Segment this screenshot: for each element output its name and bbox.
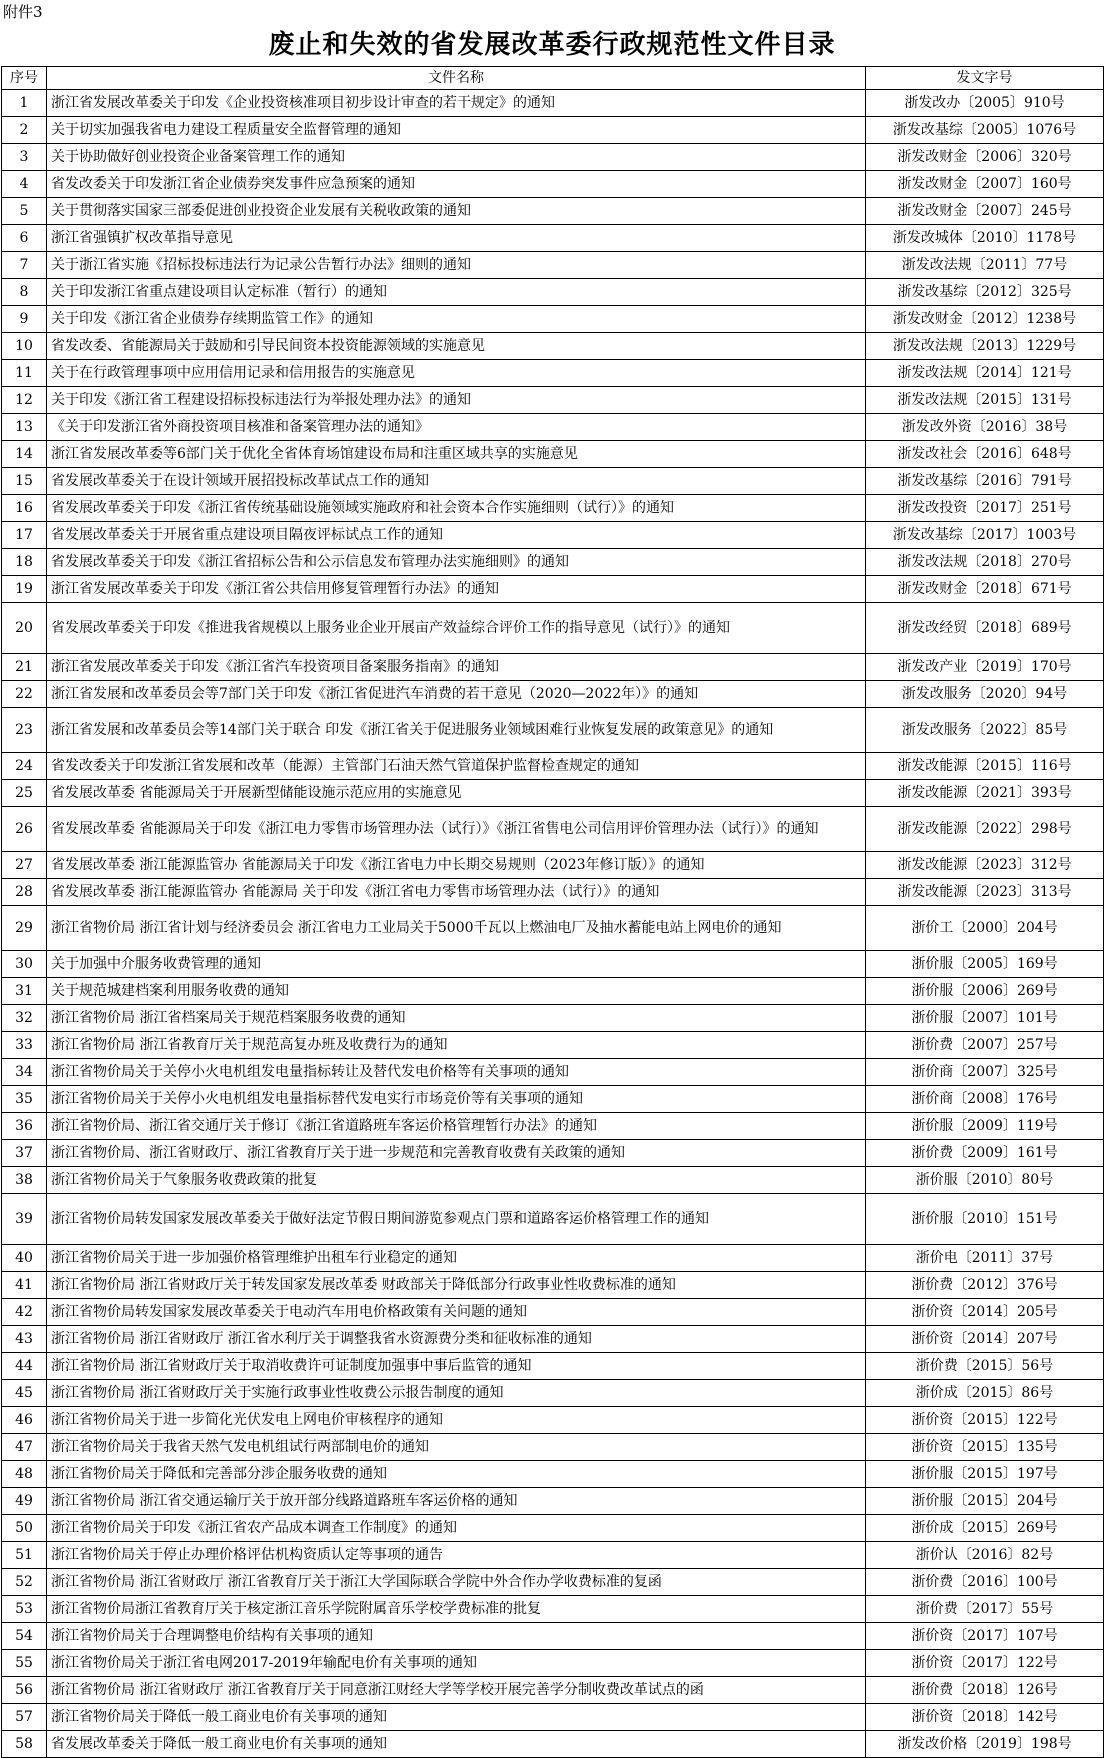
- table-row: [2, 1113, 1104, 1140]
- document-name: 浙江省物价局关于印发《浙江省农产品成本调查工作制度》的通知: [47, 1515, 866, 1542]
- table-row: [2, 1005, 1104, 1032]
- row-number: 13: [2, 414, 47, 441]
- row-number: 36: [2, 1113, 47, 1140]
- table-row: [2, 1326, 1104, 1353]
- row-number: 8: [2, 279, 47, 306]
- row-number: 52: [2, 1569, 47, 1596]
- document-code: 浙发改能源〔2022〕298号: [866, 807, 1104, 852]
- row-number: 19: [2, 576, 47, 603]
- row-number: 45: [2, 1380, 47, 1407]
- table-row: [2, 1677, 1104, 1704]
- document-code: 浙价服〔2009〕119号: [866, 1113, 1104, 1140]
- document-name: 关于切实加强我省电力建设工程质量安全监督管理的通知: [47, 117, 866, 144]
- row-number: 28: [2, 879, 47, 906]
- table-row: [2, 603, 1104, 654]
- row-number: 1: [2, 90, 47, 117]
- document-code: 浙价费〔2007〕257号: [866, 1032, 1104, 1059]
- table-row: [2, 1272, 1104, 1299]
- table-row: [2, 1515, 1104, 1542]
- table-row: [2, 279, 1104, 306]
- row-number: 38: [2, 1167, 47, 1194]
- column-header-document-code: 发文字号: [866, 67, 1104, 90]
- row-number: 30: [2, 951, 47, 978]
- column-header-number: 序号: [2, 67, 47, 90]
- table-row: [2, 1140, 1104, 1167]
- document-code: 浙价资〔2014〕205号: [866, 1299, 1104, 1326]
- table-row: [2, 753, 1104, 780]
- table-row: [2, 171, 1104, 198]
- document-code: 浙发改投资〔2017〕251号: [866, 495, 1104, 522]
- document-name: 关于印发《浙江省工程建设招标投标违法行为举报处理办法》的通知: [47, 387, 866, 414]
- document-code: 浙发改财金〔2007〕245号: [866, 198, 1104, 225]
- document-code: 浙价服〔2010〕80号: [866, 1167, 1104, 1194]
- document-name: 省发展改革委 省能源局关于印发《浙江电力零售市场管理办法（试行）》《浙江省售电公司信用评价管理办法（试行）》的通知: [47, 807, 866, 852]
- document-name: 省发展改革委关于开展省重点建设项目隔夜评标试点工作的通知: [47, 522, 866, 549]
- row-number: 15: [2, 468, 47, 495]
- document-code: 浙价认〔2016〕82号: [866, 1542, 1104, 1569]
- row-number: 39: [2, 1194, 47, 1245]
- table-row: [2, 1731, 1104, 1758]
- row-number: 21: [2, 654, 47, 681]
- table-row: [2, 333, 1104, 360]
- document-code: 浙发改产业〔2019〕170号: [866, 654, 1104, 681]
- table-row: [2, 951, 1104, 978]
- document-code: 浙发改法规〔2015〕131号: [866, 387, 1104, 414]
- document-code: 浙价服〔2015〕197号: [866, 1461, 1104, 1488]
- table-row: [2, 1623, 1104, 1650]
- document-name: 省发展改革委关于印发《浙江省招标公告和公示信息发布管理办法实施细则》的通知: [47, 549, 866, 576]
- document-name: 浙江省物价局关于降低和完善部分涉企服务收费的通知: [47, 1461, 866, 1488]
- row-number: 37: [2, 1140, 47, 1167]
- row-number: 17: [2, 522, 47, 549]
- document-code: 浙发改能源〔2023〕312号: [866, 852, 1104, 879]
- document-code: 浙价商〔2008〕176号: [866, 1086, 1104, 1113]
- table-row: [2, 576, 1104, 603]
- document-code: 浙发改服务〔2020〕94号: [866, 681, 1104, 708]
- document-code: 浙发改基综〔2012〕325号: [866, 279, 1104, 306]
- document-code: 浙发改基综〔2005〕1076号: [866, 117, 1104, 144]
- document-table: [1, 66, 1104, 1758]
- document-name: 省发展改革委关于印发《浙江省传统基础设施领域实施政府和社会资本合作实施细则（试行）》的通知: [47, 495, 866, 522]
- row-number: 49: [2, 1488, 47, 1515]
- document-name: 关于加强中介服务收费管理的通知: [47, 951, 866, 978]
- document-name: 浙江省物价局 浙江省计划与经济委员会 浙江省电力工业局关于5000千瓦以上燃油电厂及抽水蓄能电站上网电价的通知: [47, 906, 866, 951]
- row-number: 7: [2, 252, 47, 279]
- row-number: 40: [2, 1245, 47, 1272]
- document-name: 浙江省发展改革委关于印发《浙江省公共信用修复管理暂行办法》的通知: [47, 576, 866, 603]
- row-number: 11: [2, 360, 47, 387]
- row-number: 44: [2, 1353, 47, 1380]
- table-row: [2, 117, 1104, 144]
- table-row: [2, 522, 1104, 549]
- document-code: 浙发改基综〔2016〕791号: [866, 468, 1104, 495]
- table-row: [2, 852, 1104, 879]
- table-row: [2, 252, 1104, 279]
- document-code: 浙价费〔2017〕55号: [866, 1596, 1104, 1623]
- document-code: 浙价工〔2000〕204号: [866, 906, 1104, 951]
- document-code: 浙价费〔2009〕161号: [866, 1140, 1104, 1167]
- document-name: 关于在行政管理事项中应用信用记录和信用报告的实施意见: [47, 360, 866, 387]
- document-name: 关于规范城建档案利用服务收费的通知: [47, 978, 866, 1005]
- row-number: 3: [2, 144, 47, 171]
- document-name: 浙江省物价局 浙江省财政厅关于实施行政事业性收费公示报告制度的通知: [47, 1380, 866, 1407]
- document-name: 省发展改革委关于降低一般工商业电价有关事项的通知: [47, 1731, 866, 1758]
- table-row: [2, 225, 1104, 252]
- document-code: 浙价服〔2006〕269号: [866, 978, 1104, 1005]
- document-name: 浙江省发展和改革委员会等14部门关于联合 印发《浙江省关于促进服务业领域困难行业恢复发展的政策意见》的通知: [47, 708, 866, 753]
- row-number: 53: [2, 1596, 47, 1623]
- document-code: 浙价资〔2015〕122号: [866, 1407, 1104, 1434]
- document-name: 浙江省物价局 浙江省财政厅 浙江省教育厅关于同意浙江财经大学等学校开展完善学分制收费改革试点的函: [47, 1677, 866, 1704]
- page-title: 废止和失效的省发展改革委行政规范性文件目录: [268, 30, 836, 60]
- row-number: 24: [2, 753, 47, 780]
- table-body: [2, 90, 1104, 1758]
- row-number: 9: [2, 306, 47, 333]
- table-row: [2, 780, 1104, 807]
- document-code: 浙发改价格〔2019〕198号: [866, 1731, 1104, 1758]
- document-name: 浙江省物价局转发国家发展改革委关于电动汽车用电价格政策有关问题的通知: [47, 1299, 866, 1326]
- table-row: [2, 1704, 1104, 1731]
- document-code: 浙价成〔2015〕269号: [866, 1515, 1104, 1542]
- row-number: 29: [2, 906, 47, 951]
- row-number: 22: [2, 681, 47, 708]
- table-row: [2, 906, 1104, 951]
- row-number: 48: [2, 1461, 47, 1488]
- row-number: 2: [2, 117, 47, 144]
- document-code: 浙价资〔2015〕135号: [866, 1434, 1104, 1461]
- document-name: 关于印发《浙江省企业债券存续期监管工作》的通知: [47, 306, 866, 333]
- document-name: 省发展改革委关于在设计领域开展招投标改革试点工作的通知: [47, 468, 866, 495]
- table-row: [2, 198, 1104, 225]
- table-row: [2, 978, 1104, 1005]
- table-row: [2, 879, 1104, 906]
- document-code: 浙价费〔2012〕376号: [866, 1272, 1104, 1299]
- table-row: [2, 681, 1104, 708]
- document-code: 浙价资〔2018〕142号: [866, 1704, 1104, 1731]
- document-name: 浙江省发展和改革委员会等7部门关于印发《浙江省促进汽车消费的若干意见（2020—2022年）》的通知: [47, 681, 866, 708]
- document-code: 浙发改法规〔2014〕121号: [866, 360, 1104, 387]
- document-name: 浙江省物价局关于进一步简化光伏发电上网电价审核程序的通知: [47, 1407, 866, 1434]
- table-row: [2, 1353, 1104, 1380]
- document-name: 省发改委关于印发浙江省企业债券突发事件应急预案的通知: [47, 171, 866, 198]
- document-code: 浙发改能源〔2023〕313号: [866, 879, 1104, 906]
- document-code: 浙发改社会〔2016〕648号: [866, 441, 1104, 468]
- row-number: 34: [2, 1059, 47, 1086]
- table-row: [2, 144, 1104, 171]
- table-row: [2, 1059, 1104, 1086]
- row-number: 56: [2, 1677, 47, 1704]
- document-code: 浙发改财金〔2012〕1238号: [866, 306, 1104, 333]
- document-name: 浙江省物价局、浙江省财政厅、浙江省教育厅关于进一步规范和完善教育收费有关政策的通知: [47, 1140, 866, 1167]
- row-number: 41: [2, 1272, 47, 1299]
- row-number: 25: [2, 780, 47, 807]
- table-row: [2, 807, 1104, 852]
- document-name: 《关于印发浙江省外商投资项目核准和备案管理办法的通知》: [47, 414, 866, 441]
- table-row: [2, 1461, 1104, 1488]
- row-number: 58: [2, 1731, 47, 1758]
- document-code: 浙价资〔2017〕107号: [866, 1623, 1104, 1650]
- document-name: 关于协助做好创业投资企业备案管理工作的通知: [47, 144, 866, 171]
- table-row: [2, 1380, 1104, 1407]
- document-code: 浙价费〔2018〕126号: [866, 1677, 1104, 1704]
- table-row: [2, 1032, 1104, 1059]
- document-name: 关于浙江省实施《招标投标违法行为记录公告暂行办法》细则的通知: [47, 252, 866, 279]
- document-name: 浙江省物价局关于降低一般工商业电价有关事项的通知: [47, 1704, 866, 1731]
- table-row: [2, 387, 1104, 414]
- table-row: [2, 1650, 1104, 1677]
- document-name: 省发展改革委关于印发《推进我省规模以上服务业企业开展亩产效益综合评价工作的指导意见（试行）》的通知: [47, 603, 866, 654]
- row-number: 26: [2, 807, 47, 852]
- row-number: 35: [2, 1086, 47, 1113]
- table-row: [2, 468, 1104, 495]
- document-code: 浙发改能源〔2015〕116号: [866, 753, 1104, 780]
- row-number: 55: [2, 1650, 47, 1677]
- document-name: 省发改委、省能源局关于鼓励和引导民间资本投资能源领域的实施意见: [47, 333, 866, 360]
- document-name: 关于贯彻落实国家三部委促进创业投资企业发展有关税收政策的通知: [47, 198, 866, 225]
- table-row: [2, 1194, 1104, 1245]
- table-row: [2, 1299, 1104, 1326]
- row-number: 46: [2, 1407, 47, 1434]
- row-number: 32: [2, 1005, 47, 1032]
- document-code: 浙发改经贸〔2018〕689号: [866, 603, 1104, 654]
- row-number: 4: [2, 171, 47, 198]
- document-name: 浙江省物价局 浙江省档案局关于规范档案服务收费的通知: [47, 1005, 866, 1032]
- document-code: 浙价资〔2017〕122号: [866, 1650, 1104, 1677]
- table-header: [2, 67, 1104, 90]
- row-number: 54: [2, 1623, 47, 1650]
- document-name: 浙江省物价局转发国家发展改革委关于做好法定节假日期间游览参观点门票和道路客运价格管理工作的通知: [47, 1194, 866, 1245]
- document-name: 浙江省物价局关于停止办理价格评估机构资质认定等事项的通告: [47, 1542, 866, 1569]
- document-name: 浙江省物价局浙江省教育厅关于核定浙江音乐学院附属音乐学校学费标准的批复: [47, 1596, 866, 1623]
- document-name: 浙江省物价局关于关停小火电机组发电量指标替代发电实行市场竞价等有关事项的通知: [47, 1086, 866, 1113]
- document-code: 浙发改财金〔2006〕320号: [866, 144, 1104, 171]
- document-name: 浙江省物价局关于浙江省电网2017-2019年输配电价有关事项的通知: [47, 1650, 866, 1677]
- document-code: 浙价服〔2007〕101号: [866, 1005, 1104, 1032]
- attachment-label: 附件3: [3, 3, 43, 21]
- row-number: 12: [2, 387, 47, 414]
- document-code: 浙发改财金〔2007〕160号: [866, 171, 1104, 198]
- document-code: 浙价服〔2015〕204号: [866, 1488, 1104, 1515]
- row-number: 6: [2, 225, 47, 252]
- document-code: 浙价成〔2015〕86号: [866, 1380, 1104, 1407]
- table-row: [2, 495, 1104, 522]
- document-name: 浙江省物价局 浙江省财政厅 浙江省水利厅关于调整我省水资源费分类和征收标准的通知: [47, 1326, 866, 1353]
- row-number: 20: [2, 603, 47, 654]
- document-code: 浙发改基综〔2017〕1003号: [866, 522, 1104, 549]
- document-name: 省发展改革委 省能源局关于开展新型储能设施示范应用的实施意见: [47, 780, 866, 807]
- table-row: [2, 441, 1104, 468]
- table-row: [2, 1167, 1104, 1194]
- table-row: [2, 708, 1104, 753]
- document-name: 关于印发浙江省重点建设项目认定标准（暂行）的通知: [47, 279, 866, 306]
- document-name: 浙江省物价局 浙江省交通运输厅关于放开部分线路道路班车客运价格的通知: [47, 1488, 866, 1515]
- document-name: 浙江省物价局关于合理调整电价结构有关事项的通知: [47, 1623, 866, 1650]
- document-code: 浙价资〔2014〕207号: [866, 1326, 1104, 1353]
- document-code: 浙发改外资〔2016〕38号: [866, 414, 1104, 441]
- table-row: [2, 306, 1104, 333]
- table-row: [2, 1434, 1104, 1461]
- document-code: 浙价电〔2011〕37号: [866, 1245, 1104, 1272]
- row-number: 31: [2, 978, 47, 1005]
- document-code: 浙发改法规〔2013〕1229号: [866, 333, 1104, 360]
- table-row: [2, 1569, 1104, 1596]
- document-name: 浙江省物价局 浙江省财政厅关于取消收费许可证制度加强事中事后监管的通知: [47, 1353, 866, 1380]
- document-name: 浙江省物价局 浙江省教育厅关于规范高复办班及收费行为的通知: [47, 1032, 866, 1059]
- row-number: 5: [2, 198, 47, 225]
- document-code: 浙价费〔2015〕56号: [866, 1353, 1104, 1380]
- table-row: [2, 360, 1104, 387]
- document-code: 浙发改财金〔2018〕671号: [866, 576, 1104, 603]
- document-code: 浙发改服务〔2022〕85号: [866, 708, 1104, 753]
- table-row: [2, 549, 1104, 576]
- row-number: 50: [2, 1515, 47, 1542]
- table-row: [2, 1245, 1104, 1272]
- document-name: 浙江省发展改革委等6部门关于优化全省体育场馆建设布局和注重区域共享的实施意见: [47, 441, 866, 468]
- document-name: 浙江省物价局关于气象服务收费政策的批复: [47, 1167, 866, 1194]
- document-name: 省发展改革委 浙江能源监管办 省能源局关于印发《浙江省电力中长期交易规则（2023年修订版）》的通知: [47, 852, 866, 879]
- row-number: 14: [2, 441, 47, 468]
- document-name: 浙江省物价局关于进一步加强价格管理维护出租车行业稳定的通知: [47, 1245, 866, 1272]
- row-number: 57: [2, 1704, 47, 1731]
- row-number: 33: [2, 1032, 47, 1059]
- table-row: [2, 1596, 1104, 1623]
- document-name: 浙江省物价局 浙江省财政厅关于转发国家发展改革委 财政部关于降低部分行政事业性收费标准的通知: [47, 1272, 866, 1299]
- document-name: 浙江省物价局、浙江省交通厅关于修订《浙江省道路班车客运价格管理暂行办法》的通知: [47, 1113, 866, 1140]
- table-row: [2, 1542, 1104, 1569]
- document-name: 浙江省物价局关于关停小火电机组发电量指标转让及替代发电价格等有关事项的通知: [47, 1059, 866, 1086]
- table-row: [2, 414, 1104, 441]
- document-name: 省发展改革委 浙江能源监管办 省能源局 关于印发《浙江省电力零售市场管理办法（试行）》的通知: [47, 879, 866, 906]
- table-row: [2, 1086, 1104, 1113]
- row-number: 51: [2, 1542, 47, 1569]
- row-number: 10: [2, 333, 47, 360]
- row-number: 42: [2, 1299, 47, 1326]
- document-code: 浙价费〔2016〕100号: [866, 1569, 1104, 1596]
- document-code: 浙发改办〔2005〕910号: [866, 90, 1104, 117]
- document-code: 浙价服〔2010〕151号: [866, 1194, 1104, 1245]
- row-number: 16: [2, 495, 47, 522]
- document-name: 浙江省物价局关于我省天然气发电机组试行两部制电价的通知: [47, 1434, 866, 1461]
- row-number: 23: [2, 708, 47, 753]
- table-row: [2, 1488, 1104, 1515]
- column-header-document-name: 文件名称: [47, 67, 866, 90]
- document-name: 省发改委关于印发浙江省发展和改革（能源）主管部门石油天然气管道保护监督检查规定的通知: [47, 753, 866, 780]
- document-code: 浙价服〔2005〕169号: [866, 951, 1104, 978]
- document-code: 浙发改能源〔2021〕393号: [866, 780, 1104, 807]
- table-row: [2, 1407, 1104, 1434]
- document-name: 浙江省发展改革委关于印发《浙江省汽车投资项目备案服务指南》的通知: [47, 654, 866, 681]
- document-name: 浙江省强镇扩权改革指导意见: [47, 225, 866, 252]
- document-name: 浙江省发展改革委关于印发《企业投资核准项目初步设计审查的若干规定》的通知: [47, 90, 866, 117]
- row-number: 27: [2, 852, 47, 879]
- row-number: 43: [2, 1326, 47, 1353]
- document-code: 浙发改法规〔2011〕77号: [866, 252, 1104, 279]
- document-code: 浙价商〔2007〕325号: [866, 1059, 1104, 1086]
- document-code: 浙发改法规〔2018〕270号: [866, 549, 1104, 576]
- document-code: 浙发改城体〔2010〕1178号: [866, 225, 1104, 252]
- document-name: 浙江省物价局 浙江省财政厅 浙江省教育厅关于浙江大学国际联合学院中外合作办学收费标准的复函: [47, 1569, 866, 1596]
- table-row: [2, 654, 1104, 681]
- row-number: 47: [2, 1434, 47, 1461]
- table-row: [2, 90, 1104, 117]
- row-number: 18: [2, 549, 47, 576]
